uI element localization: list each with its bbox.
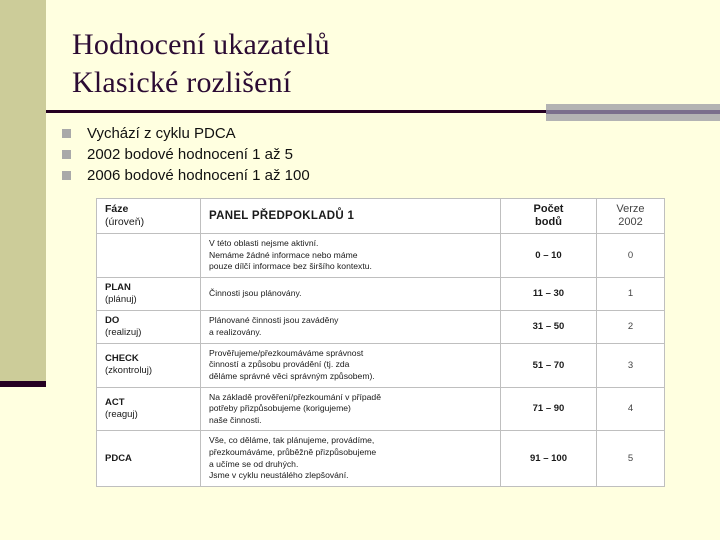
description-line: Činnosti jsou plánovány. bbox=[209, 287, 302, 298]
description-line: V této oblasti nejsme aktivní. bbox=[209, 238, 319, 248]
column-header-points bbox=[501, 199, 597, 234]
cell-description bbox=[201, 310, 501, 343]
table-header-row bbox=[97, 199, 665, 234]
cell-phase bbox=[97, 431, 201, 486]
table-row bbox=[97, 310, 665, 343]
description-line: potřeby přizpůsobujeme (korigujeme) bbox=[209, 403, 351, 414]
description-line: Prověřujeme/přezkoumáváme správnost bbox=[209, 347, 364, 358]
sidebar-decorative-band bbox=[0, 0, 46, 381]
list-item-label: 2006 bodové hodnocení 1 až 100 bbox=[87, 167, 310, 184]
cell-phase bbox=[97, 277, 201, 310]
description-line: a učíme se od druhých. bbox=[209, 458, 299, 469]
cell-points: 91 – 100 bbox=[501, 431, 597, 486]
cell-phase-name: PDCA bbox=[105, 452, 132, 464]
bullet-square-icon bbox=[62, 129, 71, 138]
cell-version: 3 bbox=[597, 343, 665, 387]
cell-phase bbox=[97, 343, 201, 387]
cell-description bbox=[201, 277, 501, 310]
cell-description bbox=[201, 234, 501, 278]
column-header-version-line1: Verze bbox=[616, 203, 645, 215]
cell-phase-name: DO bbox=[105, 314, 120, 326]
bullet-square-icon bbox=[62, 171, 71, 180]
column-header-panel: PANEL PŘEDPOKLADŮ 1 bbox=[201, 199, 501, 234]
description-line: Jsme v cyklu neustálého zlepšování. bbox=[209, 470, 349, 481]
cell-phase bbox=[97, 234, 201, 278]
cell-phase-name: PLAN bbox=[105, 281, 131, 293]
column-header-phase bbox=[97, 199, 201, 234]
cell-phase-sub: (zkontroluj) bbox=[105, 365, 152, 377]
description-line: děláme správné věci správným způsobem). bbox=[209, 370, 375, 381]
column-header-phase-name: Fáze bbox=[105, 203, 129, 215]
description-line: a realizovány. bbox=[209, 326, 262, 337]
cell-phase-sub: (realizuj) bbox=[105, 326, 142, 338]
table-row bbox=[97, 431, 665, 486]
accent-line bbox=[546, 110, 720, 114]
cell-phase-sub: (plánuj) bbox=[105, 293, 137, 305]
list-item-label: Vychází z cyklu PDCA bbox=[87, 125, 236, 142]
column-header-points-line2: bodů bbox=[535, 216, 562, 228]
list-item bbox=[62, 124, 582, 145]
cell-version: 4 bbox=[597, 387, 665, 431]
description-line: pouze dílčí informace bez širšího kontextu. bbox=[209, 261, 372, 272]
list-item-label: 2002 bodové hodnocení 1 až 5 bbox=[87, 146, 294, 163]
table-row bbox=[97, 277, 665, 310]
table-body bbox=[97, 234, 665, 487]
sidebar-bottom-rule bbox=[0, 381, 46, 387]
column-header-points-line1: Počet bbox=[533, 203, 564, 215]
description-line: Na základě prověření/přezkoumání v případě bbox=[209, 391, 381, 402]
cell-version: 0 bbox=[597, 234, 665, 278]
column-header-phase-sub: (úroveň) bbox=[105, 216, 145, 228]
cell-version: 5 bbox=[597, 431, 665, 486]
list-item bbox=[62, 145, 582, 166]
cell-description bbox=[201, 343, 501, 387]
cell-points: 51 – 70 bbox=[501, 343, 597, 387]
description-line: činností a způsobu provádění (tj. zda bbox=[209, 359, 350, 370]
bullet-list bbox=[62, 124, 582, 187]
cell-points: 71 – 90 bbox=[501, 387, 597, 431]
description-line: Plánované činnosti jsou zaváděny bbox=[209, 315, 339, 326]
title-underline-rule bbox=[46, 110, 546, 113]
table-row bbox=[97, 343, 665, 387]
description-line: naše činnosti. bbox=[209, 414, 262, 425]
cell-phase-name: CHECK bbox=[105, 353, 139, 365]
column-header-version-line2: 2002 bbox=[618, 216, 643, 228]
description-line: přezkoumáváme, průběžně přizpůsobujeme bbox=[209, 446, 377, 457]
description-line: Nemáme žádné informace nebo máme bbox=[209, 249, 358, 260]
table-row bbox=[97, 387, 665, 431]
cell-points: 0 – 10 bbox=[501, 234, 597, 278]
page-title bbox=[72, 26, 672, 102]
cell-phase bbox=[97, 387, 201, 431]
cell-version: 1 bbox=[597, 277, 665, 310]
cell-description bbox=[201, 387, 501, 431]
title-line-2: Klasické rozlišení bbox=[72, 66, 292, 99]
list-item bbox=[62, 166, 582, 187]
assessment-table bbox=[96, 198, 665, 487]
table-row bbox=[97, 234, 665, 278]
cell-version: 2 bbox=[597, 310, 665, 343]
cell-description bbox=[201, 431, 501, 486]
cell-phase-name: ACT bbox=[105, 396, 125, 408]
cell-phase bbox=[97, 310, 201, 343]
cell-points: 11 – 30 bbox=[501, 277, 597, 310]
description-line: Vše, co děláme, tak plánujeme, provádíme, bbox=[209, 435, 375, 446]
bullet-square-icon bbox=[62, 150, 71, 159]
column-header-version bbox=[597, 199, 665, 234]
cell-phase-sub: (reaguj) bbox=[105, 408, 138, 420]
cell-points: 31 – 50 bbox=[501, 310, 597, 343]
title-line-1: Hodnocení ukazatelů bbox=[72, 28, 330, 61]
